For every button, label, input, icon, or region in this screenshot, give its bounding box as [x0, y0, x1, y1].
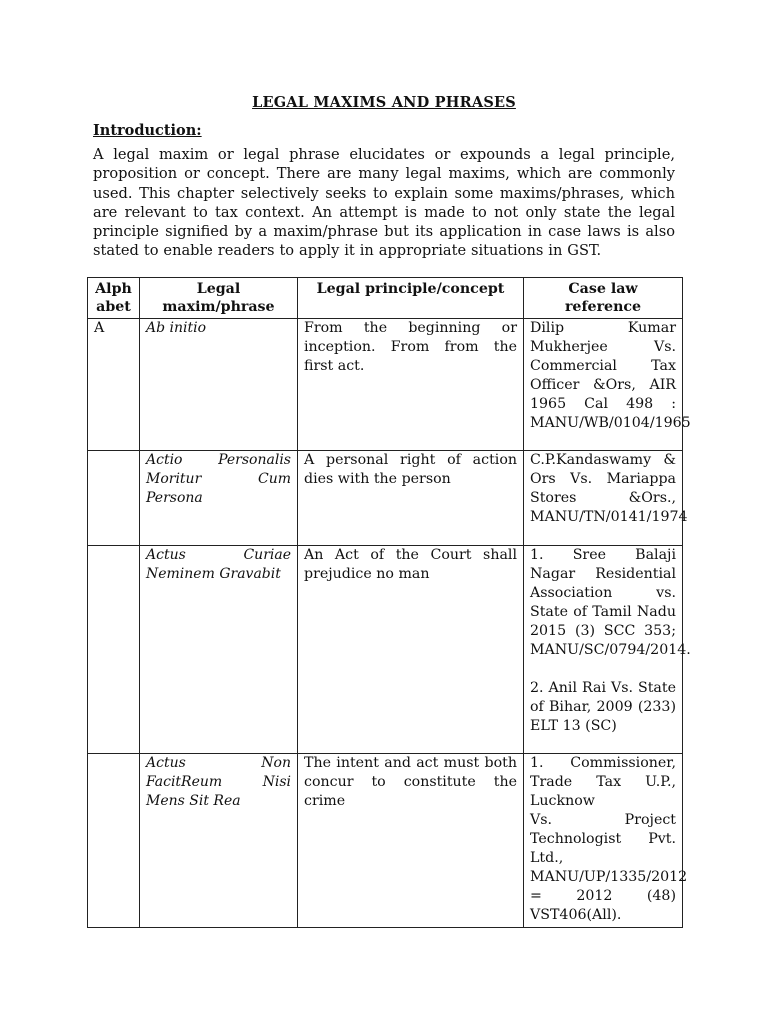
header-case-law: Case law reference	[524, 278, 683, 319]
maxim-cell: Ab initio	[140, 319, 298, 451]
principle-cell: A personal right of action dies with the person	[298, 451, 524, 546]
table-row	[88, 451, 683, 546]
introduction-heading: Introduction:	[93, 122, 202, 139]
alphabet-cell	[88, 754, 140, 928]
case-law-text: 1. Sree Balaji Nagar Residential Association vs. State of Tamil Nadu 2015 (3) SCC 353; MANU/SC/0794/2014.	[530, 547, 691, 658]
case-law-text: 2. Anil Rai Vs. State of Bihar, 2009 (233) ELT 13 (SC)	[530, 680, 676, 734]
legal-maxims-table	[87, 277, 691, 928]
header-alphabet: Alphabet	[88, 278, 140, 319]
alphabet-cell	[88, 546, 140, 754]
document-title: LEGAL MAXIMS AND PHRASES	[252, 94, 516, 111]
table-row	[88, 319, 683, 451]
case-law-text: 1. Commissioner, Trade Tax U.P., Lucknow Vs. Project Technologist Pvt. Ltd., MANU/UP/1335/2012 = 2012 (48) VST406(All).	[530, 755, 688, 923]
case-law-text: Dilip Kumar Mukherjee Vs. Commercial Tax Officer &Ors, AIR 1965 Cal 498 : MANU/WB/0104/1965	[530, 320, 691, 431]
case-law-text: C.P.Kandaswamy & Ors Vs. Mariappa Stores &Ors., MANU/TN/0141/1974	[530, 452, 688, 525]
alphabet-cell: A	[88, 319, 140, 451]
maxim-cell: Actus Non FacitReum Nisi Mens Sit Rea	[140, 754, 298, 928]
maxim-cell: Actio Personalis Moritur Cum Persona	[140, 451, 298, 546]
case-law-cell	[524, 754, 688, 928]
case-law-cell	[524, 546, 691, 754]
alphabet-cell	[88, 451, 140, 546]
introduction-paragraph: A legal maxim or legal phrase elucidates or expounds a legal principle, proposition or concept. There are many legal maxims, which are commonly used. This chapter selectively seeks to explain some maxims/phrases, which are relevant to tax context. An attempt is made to not only state the legal principle signified by a maxim/phrase but its application in case laws is also stated to enable readers to apply it in appropriate situations in GST.	[93, 146, 675, 260]
table-row	[88, 546, 683, 754]
table-row	[88, 754, 683, 928]
header-legal-maxim: Legal maxim/phrase	[140, 278, 298, 319]
header-legal-principle: Legal principle/concept	[298, 278, 524, 319]
case-law-cell	[524, 451, 688, 546]
case-law-cell	[524, 319, 691, 451]
principle-cell: The intent and act must both concur to constitute the crime	[298, 754, 524, 928]
principle-cell: From the beginning or inception. From from the first act.	[298, 319, 524, 451]
table-header-row	[88, 278, 683, 319]
principle-cell: An Act of the Court shall prejudice no man	[298, 546, 524, 754]
maxim-cell: Actus Curiae Neminem Gravabit	[140, 546, 298, 754]
